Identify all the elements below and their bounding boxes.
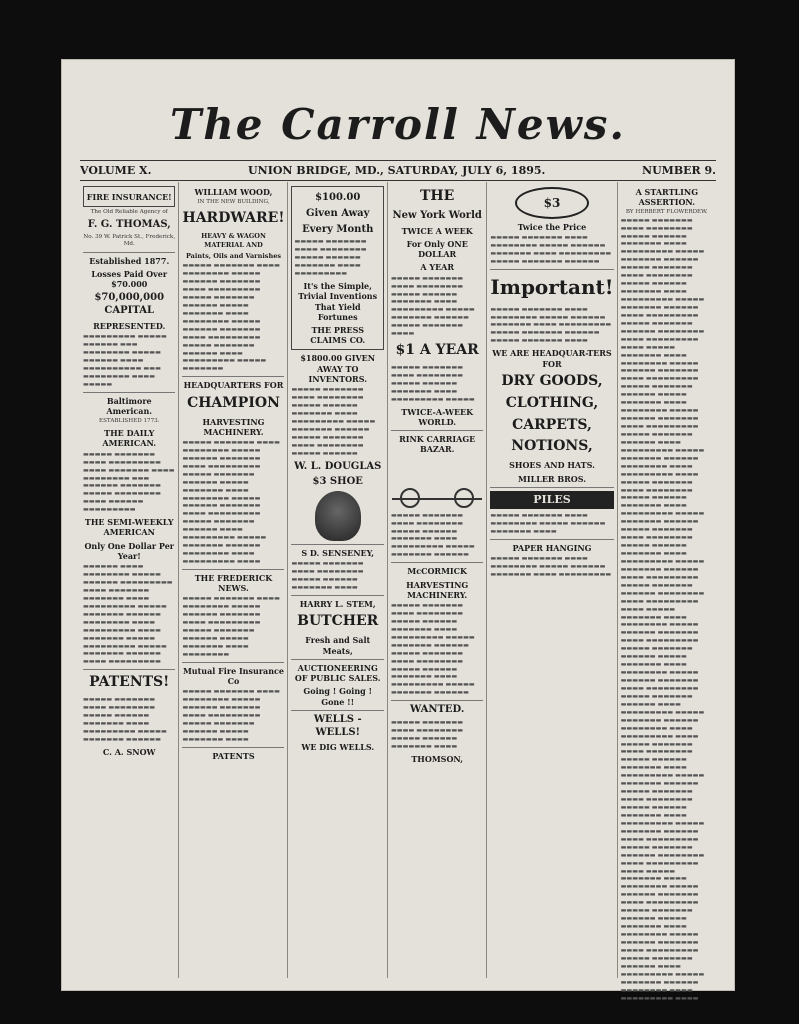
one-dollar-year: $1 A YEAR — [395, 342, 479, 359]
harry-stem: HARRY L. STEM, — [299, 599, 376, 610]
shoes-and-hats: SHOES AND HATS. — [509, 460, 595, 471]
one-dollar: Only One Dollar Per Year! — [84, 540, 175, 561]
column-3: $100.00 Given Away Every Month ▬▬▬▬▬ ▬▬▬▬▬▬▬ ▬▬▬▬ ▬▬▬▬▬▬▬▬ ▬▬▬▬▬ ▬▬▬▬▬▬ ▬▬▬▬▬▬▬ ▬▬▬▬ ▬▬▬▬▬▬▬▬▬ It's the Simple, Trivial Inventions That Yield Fortunes THE PRESS CLAIMS CO. $1800.00 GIVEN AWAY TO INVENTORS. ▬▬▬▬▬ ▬▬▬▬▬▬▬ ▬▬▬▬ ▬▬▬▬▬▬▬▬ ▬▬▬▬▬ ▬▬▬▬▬▬ ▬▬▬▬▬▬▬ ▬▬▬▬ ▬▬▬▬▬▬▬▬▬ ▬▬▬▬▬ ▬▬▬▬▬▬▬ ▬▬▬▬▬▬ ▬▬▬▬▬ ▬▬▬▬▬▬▬ ▬▬▬▬ ▬▬▬▬▬▬▬▬ ▬▬▬▬▬ ▬▬▬▬▬▬ W. L. DOUGLAS $3 SHOE S D. SENSENEY, ▬▬▬▬▬ ▬▬▬▬▬▬▬ ▬▬▬▬ ▬▬▬▬▬▬▬▬ ▬▬▬▬▬ ▬▬▬▬▬▬ ▬▬▬▬▬▬▬ ▬▬▬▬ HARRY L. STEM, BUTCHER Fresh and Salt Meats, AUCTIONEERING OF PUBLIC SALES. Going ! Going ! Gone !! WELLS - WELLS! WE DIG WELLS. — [288, 182, 387, 978]
patents-heading-2: PATENTS — [212, 750, 255, 761]
mccormick: McCORMICK — [407, 566, 467, 577]
place-date: UNION BRIDGE, MD., SATURDAY, JULY 6, 1895. — [248, 164, 546, 177]
agent-address: No. 39 W. Patrick St., Frederick, Md. — [83, 234, 176, 248]
columns — [80, 182, 716, 1002]
harvesting-machinery: HARVESTING MACHINERY. — [202, 416, 265, 437]
byline: BY HERBERT FLOWERDEW. — [625, 209, 708, 216]
fresh-salt-meats: Fresh and Salt Meats, — [305, 635, 371, 656]
butcher: BUTCHER — [297, 613, 379, 630]
simple-inventions: It's the Simple, Trivial Inventions That Yield Fortunes — [298, 281, 378, 322]
masthead — [62, 100, 734, 149]
dateline — [80, 160, 716, 181]
twice-a-week: TWICE A WEEK — [401, 225, 473, 236]
three-dollar-shoe: $3 SHOE — [312, 476, 363, 488]
going-gone: Going ! Going ! Gone !! — [303, 686, 373, 707]
frederick-news: THE FREDERICK NEWS. — [194, 572, 273, 594]
column-6: A STARTLING ASSERTION. BY HERBERT FLOWERDEW. ▬▬▬▬▬ ▬▬▬▬▬▬▬ ▬▬▬▬ ▬▬▬▬▬▬▬▬ ▬▬▬▬▬ ▬▬▬▬▬▬ ▬▬▬▬▬▬▬ ▬▬▬▬ ▬▬▬▬▬▬▬▬▬ ▬▬▬▬▬ ▬▬▬▬▬▬▬ ▬▬▬▬▬▬ ▬▬▬▬▬ ▬▬▬▬▬▬▬ ▬▬▬▬ ▬▬▬▬▬▬▬▬ ▬▬▬▬▬ ▬▬▬▬▬▬ ▬▬▬▬▬▬▬ ▬▬▬▬ ▬▬▬▬▬▬▬▬▬ ▬▬▬▬▬ ▬▬▬▬▬▬▬ ▬▬▬▬▬▬ ▬▬▬▬ ▬▬▬▬▬▬▬▬▬ ▬▬▬▬▬ ▬▬▬▬▬▬▬ ▬▬▬▬▬▬ ▬▬▬▬▬▬▬▬ ▬▬▬▬ ▬▬▬▬▬▬▬▬▬ ▬▬▬▬ ▬▬▬▬▬ ▬▬▬▬▬▬▬ ▬▬▬▬ ▬▬▬▬▬▬▬▬ ▬▬▬▬▬ ▬▬▬▬▬▬ ▬▬▬▬▬▬▬ ▬▬▬▬ ▬▬▬▬▬▬▬▬▬ ▬▬▬▬▬ ▬▬▬▬▬▬▬ ▬▬▬▬▬▬ ▬▬▬▬▬ ▬▬▬▬▬▬▬ ▬▬▬▬ ▬▬▬▬▬▬▬▬ ▬▬▬▬▬ ▬▬▬▬▬▬ ▬▬▬▬▬▬▬ ▬▬▬▬ ▬▬▬▬▬▬▬▬▬ ▬▬▬▬▬ ▬▬▬▬▬▬▬ ▬▬▬▬▬▬ ▬▬▬▬ ▬▬▬▬▬▬▬▬▬ ▬▬▬▬▬ ▬▬▬▬▬▬▬ ▬▬▬▬▬▬ ▬▬▬▬▬▬▬▬ ▬▬▬▬ ▬▬▬▬▬▬▬▬▬ ▬▬▬▬ ▬▬▬▬▬ ▬▬▬▬▬▬▬ ▬▬▬▬ ▬▬▬▬▬▬▬▬ ▬▬▬▬▬ ▬▬▬▬▬▬ ▬▬▬▬▬▬▬ ▬▬▬▬ ▬▬▬▬▬▬▬▬▬ ▬▬▬▬▬ ▬▬▬▬▬▬▬ ▬▬▬▬▬▬ ▬▬▬▬▬ ▬▬▬▬▬▬▬ ▬▬▬▬ ▬▬▬▬▬▬▬▬ ▬▬▬▬▬ ▬▬▬▬▬▬ ▬▬▬▬▬▬▬ ▬▬▬▬ ▬▬▬▬▬▬▬▬▬ ▬▬▬▬▬ ▬▬▬▬▬▬▬ ▬▬▬▬▬▬ ▬▬▬▬ ▬▬▬▬▬▬▬▬▬ ▬▬▬▬▬ ▬▬▬▬▬▬▬ ▬▬▬▬▬▬ ▬▬▬▬▬▬▬▬ ▬▬▬▬ ▬▬▬▬▬▬▬▬▬ ▬▬▬▬ ▬▬▬▬▬ ▬▬▬▬▬▬▬ ▬▬▬▬ ▬▬▬▬▬▬▬▬ ▬▬▬▬▬ ▬▬▬▬▬▬ ▬▬▬▬▬▬▬ ▬▬▬▬ ▬▬▬▬▬▬▬▬▬ ▬▬▬▬▬ ▬▬▬▬▬▬▬ ▬▬▬▬▬▬ ▬▬▬▬▬ ▬▬▬▬▬▬▬ ▬▬▬▬ ▬▬▬▬▬▬▬▬ ▬▬▬▬▬ ▬▬▬▬▬▬ ▬▬▬▬▬▬▬ ▬▬▬▬ ▬▬▬▬▬▬▬▬▬ ▬▬▬▬▬ ▬▬▬▬▬▬▬ ▬▬▬▬▬▬ ▬▬▬▬ ▬▬▬▬▬▬▬▬▬ ▬▬▬▬▬ ▬▬▬▬▬▬▬ ▬▬▬▬▬▬ ▬▬▬▬▬▬▬▬ ▬▬▬▬ ▬▬▬▬▬▬▬▬▬ ▬▬▬▬ ▬▬▬▬▬ ▬▬▬▬▬▬▬ ▬▬▬▬ ▬▬▬▬▬▬▬▬ ▬▬▬▬▬ ▬▬▬▬▬▬ ▬▬▬▬▬▬▬ ▬▬▬▬ ▬▬▬▬▬▬▬▬▬ ▬▬▬▬▬ ▬▬▬▬▬▬▬ ▬▬▬▬▬▬ ▬▬▬▬▬ ▬▬▬▬▬▬▬ ▬▬▬▬ ▬▬▬▬▬▬▬▬ ▬▬▬▬▬ ▬▬▬▬▬▬ ▬▬▬▬▬▬▬ ▬▬▬▬ ▬▬▬▬▬▬▬▬▬ ▬▬▬▬▬ ▬▬▬▬▬▬▬ ▬▬▬▬▬▬ ▬▬▬▬ ▬▬▬▬▬▬▬▬▬ ▬▬▬▬▬ ▬▬▬▬▬▬▬ ▬▬▬▬▬▬ ▬▬▬▬▬▬▬▬ ▬▬▬▬ ▬▬▬▬▬▬▬▬▬ ▬▬▬▬ ▬▬▬▬▬ ▬▬▬▬▬▬▬ ▬▬▬▬ ▬▬▬▬▬▬▬▬ ▬▬▬▬▬ ▬▬▬▬▬▬ ▬▬▬▬▬▬▬ ▬▬▬▬ ▬▬▬▬▬▬▬▬▬ ▬▬▬▬▬ ▬▬▬▬▬▬▬ ▬▬▬▬▬▬ ▬▬▬▬▬ ▬▬▬▬▬▬▬ ▬▬▬▬ ▬▬▬▬▬▬▬▬ ▬▬▬▬▬ ▬▬▬▬▬▬ ▬▬▬▬▬▬▬ ▬▬▬▬ ▬▬▬▬▬▬▬▬▬ ▬▬▬▬▬ ▬▬▬▬▬▬▬ ▬▬▬▬▬▬ ▬▬▬▬ ▬▬▬▬▬▬▬▬▬ ▬▬▬▬▬ ▬▬▬▬▬▬▬ ▬▬▬▬▬▬ ▬▬▬▬▬▬▬▬ ▬▬▬▬ ▬▬▬▬▬▬▬▬▬ ▬▬▬▬ — [618, 182, 716, 978]
volume: VOLUME X. — [80, 164, 152, 177]
headquarters-for: HEADQUARTERS FOR — [183, 380, 284, 391]
column-1: FIRE INSURANCE! The Old Reliable Agency of F. G. THOMAS, No. 39 W. Patrick St., Frederick, Md. Established 1877. Losses Paid Over $70.000 $70,000,000 CAPITAL REPRESENTED. ▬▬▬▬▬▬▬▬▬ ▬▬▬▬▬ ▬▬▬▬▬▬ ▬▬▬ ▬▬▬▬▬▬▬▬ ▬▬▬▬▬ ▬▬▬▬▬▬ ▬▬▬▬ ▬▬▬▬▬▬▬▬▬▬ ▬▬▬ ▬▬▬▬▬▬▬▬ ▬▬▬▬ ▬▬▬▬▬ Baltimore American. ESTABLISHED 1773. THE DAILY AMERICAN. ▬▬▬▬▬ ▬▬▬▬▬▬▬ ▬▬▬▬ ▬▬▬▬▬▬▬▬▬ ▬▬▬▬ ▬▬▬▬▬▬▬ ▬▬▬▬ ▬▬▬▬▬▬▬▬ ▬▬▬ ▬▬▬▬▬▬ ▬▬▬▬▬▬▬ ▬▬▬▬▬ ▬▬▬▬▬▬▬▬ ▬▬▬▬ ▬▬▬▬▬▬ ▬▬▬▬▬▬▬▬▬ THE SEMI-WEEKLY AMERICAN Only One Dollar Per Year! ▬▬▬▬▬▬ ▬▬▬▬ ▬▬▬▬▬▬▬▬ ▬▬▬▬▬ ▬▬▬▬▬▬ ▬▬▬▬▬▬▬▬▬ ▬▬▬▬ ▬▬▬▬▬▬▬ ▬▬▬▬▬▬▬ ▬▬▬▬ ▬▬▬▬▬▬▬▬▬ ▬▬▬▬▬ ▬▬▬▬▬▬▬ ▬▬▬▬▬▬ ▬▬▬▬▬▬▬▬ ▬▬▬▬ ▬▬▬▬▬▬▬▬▬ ▬▬▬▬ ▬▬▬▬▬▬▬ ▬▬▬▬▬ ▬▬▬▬▬▬▬▬▬ ▬▬▬▬▬ ▬▬▬▬▬▬▬ ▬▬▬▬▬▬ ▬▬▬▬ ▬▬▬▬▬▬▬▬▬ PATENTS! ▬▬▬▬▬ ▬▬▬▬▬▬▬ ▬▬▬▬ ▬▬▬▬▬▬▬▬ ▬▬▬▬▬ ▬▬▬▬▬▬ ▬▬▬▬▬▬▬ ▬▬▬▬ ▬▬▬▬▬▬▬▬▬ ▬▬▬▬▬ ▬▬▬▬▬▬▬ ▬▬▬▬▬▬ C. A. SNOW — [80, 182, 179, 978]
piles: PILES — [490, 491, 613, 509]
established-1773: ESTABLISHED 1773. — [98, 418, 160, 425]
headquarters: WE ARE HEADQUAR-TERS FOR — [492, 348, 612, 369]
press-claims: THE PRESS CLAIMS CO. — [310, 325, 366, 346]
new-york-world: New York World — [392, 209, 482, 221]
twice-the-price: Twice the Price — [517, 222, 587, 232]
capital: $70,000,000 CAPITAL — [94, 292, 165, 316]
a-year: A YEAR — [420, 262, 455, 273]
we-dig-wells: WE DIG WELLS. — [301, 742, 375, 753]
carriage-illustration — [392, 458, 482, 500]
douglas: W. L. DOUGLAS — [294, 460, 382, 472]
wagon-material: HEAVY & WAGON MATERIAL AND — [201, 232, 266, 249]
rink-carriage-bazar: RINK CARRIAGE BAZAR. — [399, 434, 476, 455]
carpets: CARPETS, — [512, 416, 592, 433]
the: THE — [420, 188, 455, 204]
dry-goods: DRY GOODS, — [501, 372, 603, 389]
newspaper-page — [62, 60, 734, 1002]
established: Established 1877. — [89, 255, 170, 266]
wanted: WANTED. — [410, 704, 465, 716]
agency-line: The Old Reliable Agency of — [90, 209, 168, 216]
auctioneering: AUCTIONEERING OF PUBLIC SALES. — [294, 662, 381, 684]
mutual-fire-insurance: Mutual Fire Insurance Co — [182, 665, 284, 687]
hardware-heading: HARDWARE! — [182, 210, 285, 227]
paper-hanging: PAPER HANGING — [512, 542, 592, 553]
paints-oils: Paints, Oils and Varnishes — [185, 251, 281, 260]
one-dollar-offer: For Only ONE DOLLAR — [406, 238, 468, 260]
wells: WELLS - WELLS! — [313, 713, 362, 738]
column-2: WILLIAM WOOD, IN THE NEW BUILDING, HARDWARE! HEAVY & WAGON MATERIAL AND Paints, Oils and Varnishes ▬▬▬▬▬ ▬▬▬▬▬▬▬ ▬▬▬▬ ▬▬▬▬▬▬▬▬ ▬▬▬▬▬ ▬▬▬▬▬▬ ▬▬▬▬▬▬▬ ▬▬▬▬ ▬▬▬▬▬▬▬▬▬ ▬▬▬▬▬ ▬▬▬▬▬▬▬ ▬▬▬▬▬▬ ▬▬▬▬▬ ▬▬▬▬▬▬▬ ▬▬▬▬ ▬▬▬▬▬▬▬▬ ▬▬▬▬▬ ▬▬▬▬▬▬ ▬▬▬▬▬▬▬ ▬▬▬▬ ▬▬▬▬▬▬▬▬▬ ▬▬▬▬▬ ▬▬▬▬▬▬▬ ▬▬▬▬▬▬ ▬▬▬▬ ▬▬▬▬▬▬▬▬▬ ▬▬▬▬▬ ▬▬▬▬▬▬▬ HEADQUARTERS FOR CHAMPION HARVESTING MACHINERY. ▬▬▬▬▬ ▬▬▬▬▬▬▬ ▬▬▬▬ ▬▬▬▬▬▬▬▬ ▬▬▬▬▬ ▬▬▬▬▬▬ ▬▬▬▬▬▬▬ ▬▬▬▬ ▬▬▬▬▬▬▬▬▬ ▬▬▬▬▬ ▬▬▬▬▬▬▬ ▬▬▬▬▬▬ ▬▬▬▬▬ ▬▬▬▬▬▬▬ ▬▬▬▬ ▬▬▬▬▬▬▬▬ ▬▬▬▬▬ ▬▬▬▬▬▬ ▬▬▬▬▬▬▬ ▬▬▬▬ ▬▬▬▬▬▬▬▬▬ ▬▬▬▬▬ ▬▬▬▬▬▬▬ ▬▬▬▬▬▬ ▬▬▬▬ ▬▬▬▬▬▬▬▬▬ ▬▬▬▬▬ ▬▬▬▬▬▬▬ ▬▬▬▬▬▬ ▬▬▬▬▬▬▬▬ ▬▬▬▬ ▬▬▬▬▬▬▬▬▬ ▬▬▬▬ THE FREDERICK NEWS. ▬▬▬▬▬ ▬▬▬▬▬▬▬ ▬▬▬▬ ▬▬▬▬▬▬▬▬ ▬▬▬▬▬ ▬▬▬▬▬▬ ▬▬▬▬▬▬▬ ▬▬▬▬ ▬▬▬▬▬▬▬▬▬ ▬▬▬▬▬ ▬▬▬▬▬▬▬ ▬▬▬▬▬▬ ▬▬▬▬▬ ▬▬▬▬▬▬▬ ▬▬▬▬ ▬▬▬▬▬▬▬▬ Mutual Fire Insurance Co ▬▬▬▬▬ ▬▬▬▬▬▬▬ ▬▬▬▬ ▬▬▬▬▬▬▬▬ ▬▬▬▬▬ ▬▬▬▬▬▬ ▬▬▬▬▬▬▬ ▬▬▬▬ ▬▬▬▬▬▬▬▬▬ ▬▬▬▬▬ ▬▬▬▬▬▬▬ ▬▬▬▬▬▬ ▬▬▬▬▬ ▬▬▬▬▬▬▬ ▬▬▬▬ PATENTS — [179, 182, 288, 978]
column-5: $3 Twice the Price ▬▬▬▬▬ ▬▬▬▬▬▬▬ ▬▬▬▬ ▬▬▬▬▬▬▬▬ ▬▬▬▬▬ ▬▬▬▬▬▬ ▬▬▬▬▬▬▬ ▬▬▬▬ ▬▬▬▬▬▬▬▬▬ ▬▬▬▬▬ ▬▬▬▬▬▬▬ ▬▬▬▬▬▬ Important! ▬▬▬▬▬ ▬▬▬▬▬▬▬ ▬▬▬▬ ▬▬▬▬▬▬▬▬ ▬▬▬▬▬ ▬▬▬▬▬▬ ▬▬▬▬▬▬▬ ▬▬▬▬ ▬▬▬▬▬▬▬▬▬ ▬▬▬▬▬ ▬▬▬▬▬▬▬ ▬▬▬▬▬▬ ▬▬▬▬▬ ▬▬▬▬▬▬▬ ▬▬▬▬ WE ARE HEADQUAR-TERS FOR DRY GOODS, CLOTHING, CARPETS, NOTIONS, SHOES AND HATS. MILLER BROS. PILES ▬▬▬▬▬ ▬▬▬▬▬▬▬ ▬▬▬▬ ▬▬▬▬▬▬▬▬ ▬▬▬▬▬ ▬▬▬▬▬▬ ▬▬▬▬▬▬▬ ▬▬▬▬ PAPER HANGING ▬▬▬▬▬ ▬▬▬▬▬▬▬ ▬▬▬▬ ▬▬▬▬▬▬▬▬ ▬▬▬▬▬ ▬▬▬▬▬▬ ▬▬▬▬▬▬▬ ▬▬▬▬ ▬▬▬▬▬▬▬▬▬ — [487, 182, 617, 978]
twice-a-week-world: TWICE-A-WEEK WORLD. — [401, 406, 474, 427]
important: Important! — [490, 274, 614, 299]
startling-assertion: A STARTLING ASSERTION. — [635, 187, 699, 208]
baltimore-american: Baltimore American. — [106, 395, 153, 416]
newspaper-title: The Carroll News. — [169, 100, 627, 149]
price-badge: $3 — [515, 187, 589, 219]
agent-name: F. G. THOMAS, — [87, 219, 171, 231]
given-away: Given Away — [305, 207, 370, 219]
every-month: Every Month — [302, 223, 374, 235]
issue-number: NUMBER 9. — [642, 164, 716, 177]
douglas-portrait — [315, 491, 361, 541]
mccormick-machinery: HARVESTING MACHINERY. — [406, 579, 469, 600]
senseney: S D. SENSENEY, — [301, 548, 375, 559]
clothing: CLOTHING, — [505, 394, 599, 411]
given-to-inventors: $1800.00 GIVEN AWAY TO INVENTORS. — [300, 353, 376, 384]
semi-weekly-american: THE SEMI-WEEKLY AMERICAN — [84, 517, 174, 538]
champion-heading: CHAMPION — [187, 394, 280, 411]
patents-heading: PATENTS! — [89, 674, 170, 691]
represented: REPRESENTED. — [93, 320, 166, 331]
thomson: THOMSON, — [411, 753, 464, 764]
snow-advert: C. A. SNOW — [102, 746, 156, 757]
hundred-dollars: $100.00 — [315, 192, 361, 203]
william-wood: WILLIAM WOOD, — [194, 187, 273, 197]
miller-bros: MILLER BROS. — [517, 473, 587, 484]
column-4: THE New York World TWICE A WEEK For Only ONE DOLLAR A YEAR ▬▬▬▬▬ ▬▬▬▬▬▬▬ ▬▬▬▬ ▬▬▬▬▬▬▬▬ ▬▬▬▬▬ ▬▬▬▬▬▬ ▬▬▬▬▬▬▬ ▬▬▬▬ ▬▬▬▬▬▬▬▬▬ ▬▬▬▬▬ ▬▬▬▬▬▬▬ ▬▬▬▬▬▬ ▬▬▬▬▬ ▬▬▬▬▬▬▬ ▬▬▬▬ $1 A YEAR ▬▬▬▬▬ ▬▬▬▬▬▬▬ ▬▬▬▬ ▬▬▬▬▬▬▬▬ ▬▬▬▬▬ ▬▬▬▬▬▬ ▬▬▬▬▬▬▬ ▬▬▬▬ ▬▬▬▬▬▬▬▬▬ ▬▬▬▬▬ TWICE-A-WEEK WORLD. RINK CARRIAGE BAZAR. ▬▬▬▬▬ ▬▬▬▬▬▬▬ ▬▬▬▬ ▬▬▬▬▬▬▬▬ ▬▬▬▬▬ ▬▬▬▬▬▬ ▬▬▬▬▬▬▬ ▬▬▬▬ ▬▬▬▬▬▬▬▬▬ ▬▬▬▬▬ ▬▬▬▬▬▬▬ ▬▬▬▬▬▬ McCORMICK HARVESTING MACHINERY. ▬▬▬▬▬ ▬▬▬▬▬▬▬ ▬▬▬▬ ▬▬▬▬▬▬▬▬ ▬▬▬▬▬ ▬▬▬▬▬▬ ▬▬▬▬▬▬▬ ▬▬▬▬ ▬▬▬▬▬▬▬▬▬ ▬▬▬▬▬ ▬▬▬▬▬▬▬ ▬▬▬▬▬▬ ▬▬▬▬▬ ▬▬▬▬▬▬▬ ▬▬▬▬ ▬▬▬▬▬▬▬▬ ▬▬▬▬▬ ▬▬▬▬▬▬ ▬▬▬▬▬▬▬ ▬▬▬▬ ▬▬▬▬▬▬▬▬▬ ▬▬▬▬▬ ▬▬▬▬▬▬▬ ▬▬▬▬▬▬ WANTED. ▬▬▬▬▬ ▬▬▬▬▬▬▬ ▬▬▬▬ ▬▬▬▬▬▬▬▬ ▬▬▬▬▬ ▬▬▬▬▬▬ ▬▬▬▬▬▬▬ ▬▬▬▬ THOMSON, — [388, 182, 487, 978]
new-building: IN THE NEW BUILDING, — [197, 199, 270, 206]
daily-american: THE DAILY AMERICAN. — [102, 428, 157, 449]
notions: NOTIONS, — [511, 438, 593, 455]
losses-paid: Losses Paid Over $70.000 — [91, 268, 168, 289]
fire-insurance-heading: FIRE INSURANCE! — [86, 192, 172, 202]
